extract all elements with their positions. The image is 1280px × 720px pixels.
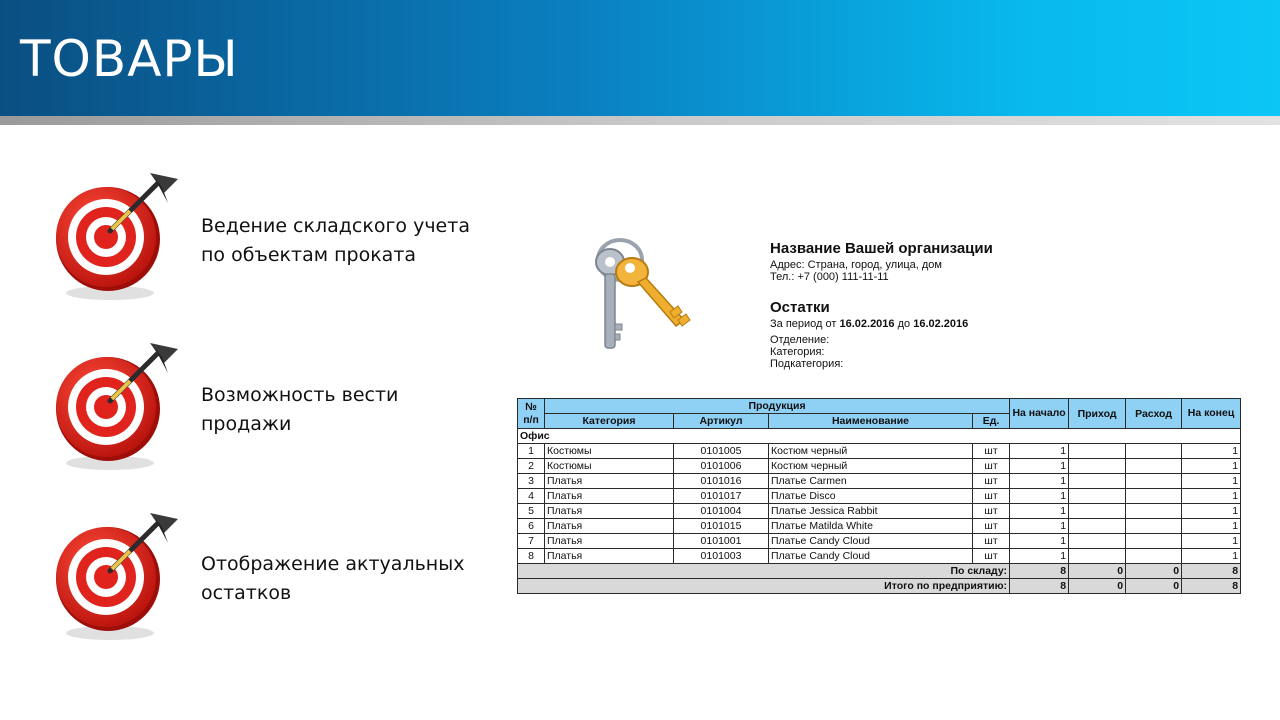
cell-income [1069, 459, 1126, 474]
table-row [518, 504, 1241, 519]
total-expense: 0 [1126, 579, 1182, 594]
bullet-line: продажи [201, 413, 292, 435]
cell-article: 0101004 [674, 504, 769, 519]
cell-expense [1126, 519, 1182, 534]
cell-start: 1 [1010, 474, 1069, 489]
header-article: Артикул [674, 414, 769, 429]
target-dart-icon [50, 165, 190, 305]
row-number: 6 [518, 519, 545, 534]
bullet-line: остатков [201, 582, 292, 604]
cell-start: 1 [1010, 549, 1069, 564]
cell-category: Платья [545, 519, 674, 534]
totals-row [518, 564, 1241, 579]
cell-end: 1 [1182, 549, 1241, 564]
bullet-line: Ведение складского учета [201, 215, 470, 237]
cell-unit: шт [973, 489, 1010, 504]
row-number: 2 [518, 459, 545, 474]
cell-start: 1 [1010, 489, 1069, 504]
cell-name: Платье Matilda White [769, 519, 973, 534]
cell-expense [1126, 489, 1182, 504]
bullet-item [50, 335, 510, 475]
report-period [770, 318, 993, 330]
cell-expense [1126, 459, 1182, 474]
cell-end: 1 [1182, 489, 1241, 504]
cell-income [1069, 519, 1126, 534]
header-name: Наименование [769, 414, 973, 429]
cell-category: Платья [545, 489, 674, 504]
header-expense: Расход [1126, 399, 1182, 429]
table-row [518, 444, 1241, 459]
cell-start: 1 [1010, 459, 1069, 474]
cell-start: 1 [1010, 534, 1069, 549]
header-unit: Ед. [973, 414, 1010, 429]
header-end: На конец [1182, 399, 1241, 429]
total-income: 0 [1069, 579, 1126, 594]
cell-start: 1 [1010, 504, 1069, 519]
cell-category: Платья [545, 549, 674, 564]
report-title: Остатки [770, 299, 830, 316]
keys-icon [580, 232, 695, 360]
cell-category: Костюмы [545, 444, 674, 459]
total-expense: 0 [1126, 564, 1182, 579]
stock-report-table [517, 398, 1241, 594]
totals-label: Итого по предприятию: [518, 579, 1010, 594]
bullet-text [201, 381, 398, 439]
cell-expense [1126, 504, 1182, 519]
bullet-text [201, 550, 464, 608]
organization-phone: Тел.: +7 (000) 111-11-11 [770, 271, 889, 283]
header-divider [0, 116, 1280, 125]
row-number: 5 [518, 504, 545, 519]
bullet-item [50, 165, 510, 305]
filter-subcategory: Подкатегория: [770, 358, 844, 370]
header-income: Приход [1069, 399, 1126, 429]
cell-name: Платье Carmen [769, 474, 973, 489]
cell-category: Платья [545, 534, 674, 549]
slide-header [0, 0, 1280, 116]
cell-end: 1 [1182, 519, 1241, 534]
cell-expense [1126, 534, 1182, 549]
cell-article: 0101005 [674, 444, 769, 459]
cell-unit: шт [973, 444, 1010, 459]
cell-name: Костюм черный [769, 459, 973, 474]
period-mid: до [897, 318, 911, 330]
group-row [518, 429, 1241, 444]
header-start: На начало [1010, 399, 1069, 429]
bullet-line: Возможность вести [201, 384, 399, 406]
cell-unit: шт [973, 474, 1010, 489]
cell-name: Платье Jessica Rabbit [769, 504, 973, 519]
cell-unit: шт [973, 504, 1010, 519]
cell-article: 0101015 [674, 519, 769, 534]
group-label: Офис [518, 429, 1241, 444]
cell-start: 1 [1010, 444, 1069, 459]
cell-end: 1 [1182, 459, 1241, 474]
cell-unit: шт [973, 519, 1010, 534]
header-products: Продукция [545, 399, 1010, 414]
cell-category: Платья [545, 474, 674, 489]
table-row [518, 549, 1241, 564]
cell-income [1069, 444, 1126, 459]
bullet-item [50, 505, 510, 645]
bullet-text [201, 212, 470, 270]
total-end: 8 [1182, 579, 1241, 594]
table-row [518, 534, 1241, 549]
row-number: 8 [518, 549, 545, 564]
total-income: 0 [1069, 564, 1126, 579]
cell-end: 1 [1182, 474, 1241, 489]
cell-start: 1 [1010, 519, 1069, 534]
cell-income [1069, 504, 1126, 519]
cell-expense [1126, 549, 1182, 564]
header-num: № п/п [518, 399, 545, 429]
cell-expense [1126, 474, 1182, 489]
table-row [518, 489, 1241, 504]
bullet-line: по объектам проката [201, 244, 417, 266]
cell-end: 1 [1182, 534, 1241, 549]
cell-unit: шт [973, 534, 1010, 549]
cell-unit: шт [973, 549, 1010, 564]
cell-income [1069, 534, 1126, 549]
cell-category: Платья [545, 504, 674, 519]
date-to: 16.02.2016 [913, 318, 969, 330]
cell-article: 0101006 [674, 459, 769, 474]
table-row [518, 474, 1241, 489]
total-start: 8 [1010, 564, 1069, 579]
cell-end: 1 [1182, 504, 1241, 519]
total-start: 8 [1010, 579, 1069, 594]
row-number: 4 [518, 489, 545, 504]
cell-name: Костюм черный [769, 444, 973, 459]
period-prefix: За период от [770, 318, 837, 330]
cell-income [1069, 549, 1126, 564]
date-from: 16.02.2016 [839, 318, 895, 330]
target-dart-icon [50, 335, 190, 475]
cell-article: 0101016 [674, 474, 769, 489]
cell-category: Костюмы [545, 459, 674, 474]
header-category: Категория [545, 414, 674, 429]
filter-department: Отделение: [770, 334, 830, 346]
cell-name: Платье Candy Cloud [769, 549, 973, 564]
totals-row [518, 579, 1241, 594]
row-number: 3 [518, 474, 545, 489]
cell-article: 0101003 [674, 549, 769, 564]
cell-income [1069, 489, 1126, 504]
bullet-line: Отображение актуальных [201, 553, 465, 575]
table-row [518, 459, 1241, 474]
report-header [770, 239, 993, 370]
filter-category: Категория: [770, 346, 825, 358]
cell-article: 0101001 [674, 534, 769, 549]
cell-unit: шт [973, 459, 1010, 474]
cell-article: 0101017 [674, 489, 769, 504]
row-number: 1 [518, 444, 545, 459]
total-end: 8 [1182, 564, 1241, 579]
cell-income [1069, 474, 1126, 489]
totals-label: По складу: [518, 564, 1010, 579]
row-number: 7 [518, 534, 545, 549]
target-dart-icon [50, 505, 190, 645]
table-row [518, 519, 1241, 534]
organization-address: Адрес: Страна, город, улица, дом [770, 259, 942, 271]
organization-name: Название Вашей организации [770, 240, 993, 257]
slide-title: ТОВАРЫ [20, 30, 239, 88]
cell-end: 1 [1182, 444, 1241, 459]
cell-name: Платье Disco [769, 489, 973, 504]
cell-expense [1126, 444, 1182, 459]
cell-name: Платье Candy Cloud [769, 534, 973, 549]
